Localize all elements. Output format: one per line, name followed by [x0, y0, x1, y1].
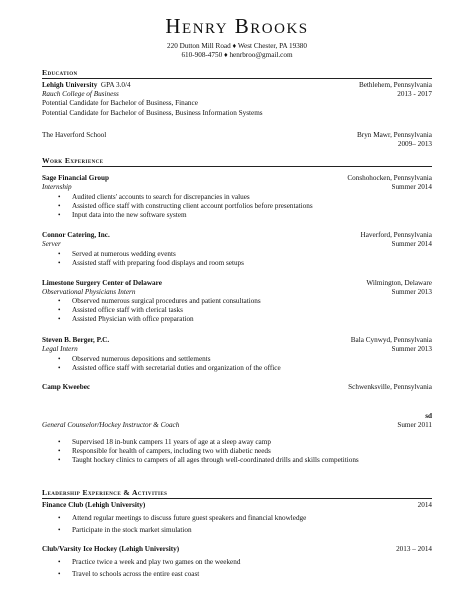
list-item: • Input data into the new software system: [58, 211, 187, 219]
list-item: • Assisted office staff with clerical tasks: [58, 306, 183, 314]
activity-org: Finance Club (Lehigh University): [42, 501, 146, 509]
list-item: • Attend regular meetings to discuss future guest speakers and financial knowledge: [58, 514, 307, 522]
activity-bullet-list: [58, 512, 418, 536]
activity-org: Club/Varsity Ice Hockey (Lehigh University): [42, 545, 180, 553]
job-dates: Summer 2013: [391, 288, 432, 296]
stray-text: sd: [425, 412, 432, 420]
school-location: Bethlehem, Pennsylvania: [358, 81, 432, 89]
college-name: Rauch College of Business: [42, 90, 119, 98]
section-education-heading: Education: [42, 68, 78, 77]
job-bullet-list: [58, 193, 418, 220]
education-dates: 2009– 2013: [397, 140, 432, 148]
job-role: Internship: [42, 183, 72, 191]
list-item: • Served at numerous wedding events: [58, 250, 176, 258]
list-item: • Responsible for health of campers, including two with diabetic needs: [58, 447, 271, 455]
job-org: Sage Financial Group: [42, 174, 109, 182]
job-role: Legal Intern: [42, 345, 78, 353]
section-leadership-heading: Leadership Experience & Activities: [42, 488, 168, 497]
job-location: Haverford, Pennsylvania: [360, 231, 432, 239]
list-item: • Assisted Physician with office preparation: [58, 315, 194, 323]
job-dates: Summer 2014: [391, 183, 432, 191]
list-item: • Participate in the stock market simulation: [58, 526, 192, 534]
section-divider: [42, 78, 432, 79]
list-item: • Assisted office staff with constructing client account portfolios before presentations: [58, 202, 313, 210]
job-bullet-list: [58, 438, 418, 465]
section-work-heading: Work Experience: [42, 156, 104, 165]
degree-text: Potential Candidate for Bachelor of Business, Business Information Systems: [42, 109, 263, 117]
job-org: Limestone Surgery Center of Delaware: [42, 279, 162, 287]
job-org: Steven B. Berger, P.C.: [42, 336, 110, 344]
school-name: Lehigh University: [42, 81, 98, 89]
list-item: • Supervised 18 in-bunk campers 11 years of age at a sleep away camp: [58, 438, 271, 446]
school-location: Bryn Mawr, Pennsylvania: [357, 131, 432, 139]
list-item: • Travel to schools across the entire east coast: [58, 570, 200, 578]
list-item: • Observed numerous surgical procedures and patient consultations: [58, 297, 261, 305]
address-line: 220 Dutton Mill Road ♦ West Chester, PA 19380: [167, 42, 307, 50]
activity-dates: 2013 – 2014: [396, 545, 432, 553]
job-role: Observational Physicians Intern: [42, 288, 136, 296]
resume-name: Henry Brooks: [165, 14, 309, 38]
job-bullet-list: [58, 250, 418, 268]
section-divider: [42, 166, 432, 167]
job-role: Server: [42, 240, 61, 248]
list-item: • Assisted office staff with secretarial duties and organization of the office: [58, 364, 281, 372]
job-dates: Summer 2013: [391, 345, 432, 353]
list-item: • Assisted staff with preparing food displays and room setups: [58, 259, 244, 267]
job-bullet-list: [58, 355, 418, 373]
education-dates: 2013 - 2017: [397, 90, 432, 98]
job-org: Camp Kweebec: [42, 383, 91, 391]
job-location: Wilmington, Delaware: [366, 279, 432, 287]
gpa: GPA 3.0/4: [100, 81, 131, 89]
activity-dates: 2014: [417, 501, 432, 509]
section-divider: [42, 498, 432, 499]
job-dates: Summer 2014: [391, 240, 432, 248]
list-item: • Observed numerous depositions and settlements: [58, 355, 211, 363]
job-location: Bala Cynwyd, Pennsylvania: [350, 336, 432, 344]
job-dates: Sumer 2011: [397, 421, 432, 429]
list-item: • Practice twice a week and play two games on the weekend: [58, 558, 241, 566]
job-location: Conshohocken, Pennsylvania: [347, 174, 432, 182]
list-item: • Audited clients' accounts to search for discrepancies in values: [58, 193, 250, 201]
job-role: General Counselor/Hockey Instructor & Coach: [42, 421, 180, 429]
school-name: The Haverford School: [42, 131, 107, 139]
job-location: Schwenksville, Pennsylvania: [348, 383, 432, 391]
contact-line: 610-908-4750 ♦ henrbroo@gmail.com: [181, 51, 293, 59]
degree-text: Potential Candidate for Bachelor of Business, Finance: [42, 99, 198, 107]
job-bullet-list: [58, 297, 418, 324]
job-org: Connor Catering, Inc.: [42, 231, 110, 239]
list-item: • Taught hockey clinics to campers of all ages through well-coordinated drills and skills competitions: [58, 456, 359, 464]
activity-bullet-list: [58, 556, 418, 580]
